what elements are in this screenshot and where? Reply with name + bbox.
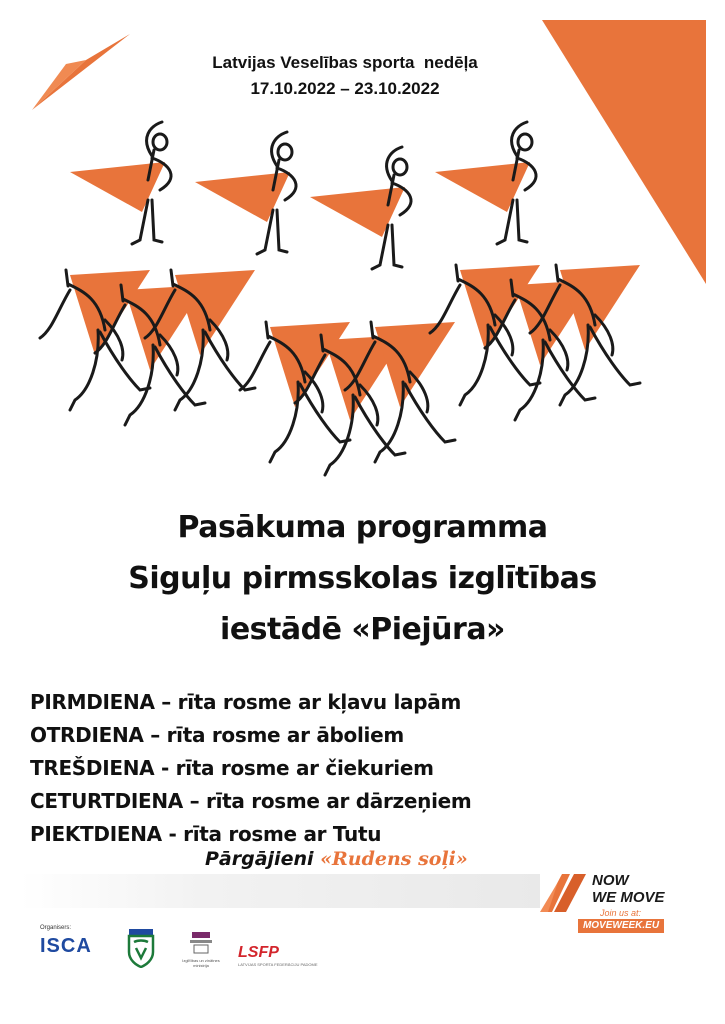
day-name: PIEKTDIENA — [30, 822, 162, 846]
program-row-wednesday — [30, 752, 630, 785]
separator: - — [161, 822, 184, 846]
title-line-2: Siguļu pirmsskolas izglītības — [128, 561, 597, 596]
event-name: Latvijas Veselības sporta nedēļa — [212, 53, 478, 72]
hike-label: Pārgājieni — [205, 848, 321, 870]
sports-club-shield-icon — [126, 928, 156, 968]
program-row-friday — [30, 818, 630, 851]
corner-triangle-left-icon — [28, 30, 133, 112]
moveweek-join-label: Join us at: — [600, 908, 642, 918]
exercising-figures-illustration — [30, 120, 660, 500]
title-line-3: iestādē «Piejūra» — [220, 612, 505, 647]
title-line-1: Pasākuma programma — [177, 510, 548, 545]
moveweek-chevron-icon — [540, 872, 590, 914]
separator: – — [183, 789, 207, 813]
moveweek-move: WE MOVE — [592, 889, 665, 906]
lsfp-caption: LATVIJAS SPORTA FEDERĀCIJU PADOME — [238, 962, 318, 967]
separator: - — [154, 756, 176, 780]
program-title — [20, 502, 705, 655]
program-row-monday — [30, 686, 630, 719]
activity: rīta rosme ar čiekuriem — [175, 756, 434, 780]
event-dates: 17.10.2022 – 23.10.2022 — [250, 79, 440, 98]
ministry-emblem-icon — [184, 930, 218, 956]
separator: – — [154, 690, 178, 714]
activity: rīta rosme ar āboliem — [166, 723, 404, 747]
ministry-caption: Izglītības un zinātnes ministrija — [182, 958, 220, 968]
moveweek-slogan — [592, 872, 665, 906]
activity: rīta rosme ar kļavu lapām — [177, 690, 461, 714]
moveweek-now: NOW — [592, 872, 629, 889]
organisers-label: Organisers: — [40, 925, 72, 931]
day-name: TREŠDIENA — [30, 756, 155, 780]
day-name: PIRMDIENA — [30, 690, 155, 714]
moveweek-url[interactable]: MOVEWEEK.EU — [578, 919, 664, 933]
hike-name: «Rudens soļi» — [320, 848, 468, 870]
footer-band — [20, 874, 540, 908]
lsfp-logo: LSFP — [238, 944, 279, 961]
activity: rīta rosme ar dārzeņiem — [206, 789, 472, 813]
activity: rīta rosme ar Tutu — [183, 822, 382, 846]
daily-program-list — [30, 686, 630, 851]
day-name: CETURTDIENA — [30, 789, 183, 813]
day-name: OTRDIENA — [30, 723, 144, 747]
program-row-thursday — [30, 785, 630, 818]
hike-line — [205, 848, 468, 870]
isca-logo: ISCA — [40, 935, 92, 957]
program-row-tuesday — [30, 719, 630, 752]
separator: – — [143, 723, 167, 747]
event-header — [160, 50, 530, 102]
